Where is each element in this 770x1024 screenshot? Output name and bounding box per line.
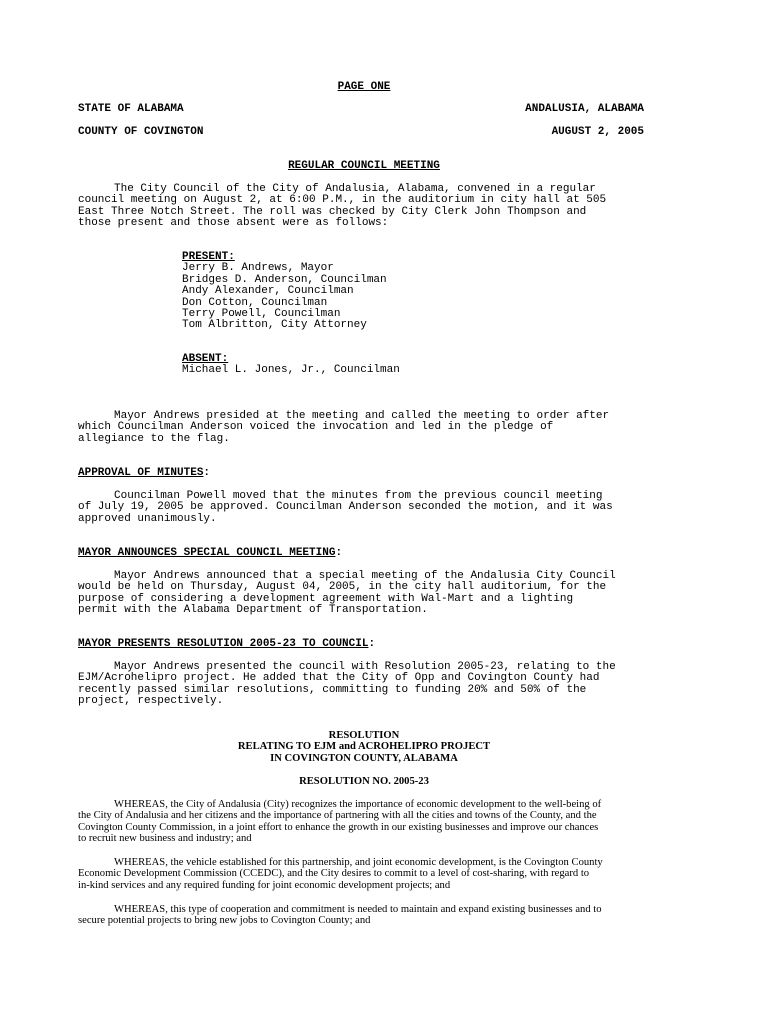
intro-line: East Three Notch Street. The roll was checked by City Clerk John Thompson and — [78, 205, 587, 218]
present-member: Terry Powell, Councilman — [182, 308, 341, 321]
section-body-resolution-presented — [78, 662, 616, 708]
section-heading-resolution-presented — [78, 639, 375, 650]
absent-list — [182, 354, 400, 377]
section-line: permit with the Alabama Department of Transportation. — [78, 604, 428, 617]
section-line: recently passed similar resolutions, committing to funding 20% and 50% of the — [78, 683, 587, 696]
presiding-line: allegiance to the flag. — [78, 432, 230, 445]
section-heading-suffix: : — [335, 547, 343, 559]
section-heading-text: MAYOR PRESENTS RESOLUTION 2005-23 TO COUNCIL — [78, 638, 369, 650]
resolution-title-line: IN COVINGTON COUNTY, ALABAMA — [270, 752, 458, 764]
section-line: Mayor Andrews presented the council with Resolution 2005-23, relating to the — [114, 661, 616, 673]
section-body-approval-of-minutes — [78, 491, 613, 525]
whereas-clause — [78, 799, 601, 844]
section-line: EJM/Acrohelipro project. He added that the City of Opp and Covington County had — [78, 672, 600, 685]
meeting-title: REGULAR COUNCIL MEETING — [288, 160, 440, 172]
section-line: Mayor Andrews announced that a special meeting of the Andalusia City Council — [114, 570, 616, 582]
present-member: Jerry B. Andrews, Mayor — [182, 262, 334, 275]
present-member: Don Cotton, Councilman — [182, 296, 328, 309]
whereas-line: to recruit new business and industry; and — [78, 832, 252, 844]
present-member: Tom Albritton, City Attorney — [182, 319, 367, 332]
whereas-line: Economic Development Commission (CCEDC), and the City desires to commit to a level of cost-sharing, with regard to — [78, 868, 590, 880]
presiding-line: which Councilman Anderson voiced the invocation and led in the pledge of — [78, 421, 554, 434]
resolution-title-line: RELATING TO EJM and ACROHELIPRO PROJECT — [237, 741, 491, 753]
intro-line: The City Council of the City of Andalusia, Alabama, convened in a regular — [114, 183, 596, 195]
present-list — [182, 252, 387, 332]
section-body-special-meeting — [78, 571, 616, 617]
section-heading-suffix: : — [203, 467, 211, 479]
intro-paragraph — [78, 184, 606, 230]
presiding-paragraph — [78, 411, 609, 445]
absent-member: Michael L. Jones, Jr., Councilman — [182, 364, 400, 377]
section-heading-approval-of-minutes — [78, 468, 210, 479]
resolution-title-line: RESOLUTION — [328, 730, 400, 741]
city-label: ANDALUSIA, ALABAMA — [525, 103, 644, 115]
present-member: Andy Alexander, Councilman — [182, 285, 354, 298]
resolution-title — [0, 730, 728, 764]
section-heading-text: APPROVAL OF MINUTES — [78, 467, 204, 479]
resolution-number: RESOLUTION NO. 2005-23 — [299, 776, 429, 787]
section-heading-special-meeting — [78, 548, 342, 559]
whereas-clause — [78, 857, 603, 891]
whereas-line: secure potential projects to bring new jobs to Covington County; and — [78, 915, 371, 927]
whereas-line: WHEREAS, the vehicle established for this partnership, and joint economic development, is the Covington County — [114, 857, 603, 868]
whereas-clause — [78, 904, 602, 927]
section-line: project, respectively. — [78, 695, 224, 708]
section-line: would be held on Thursday, August 04, 2005, in the city hall auditorium, for the — [78, 581, 607, 594]
absent-heading: ABSENT: — [182, 353, 229, 365]
state-label: STATE OF ALABAMA — [78, 103, 184, 115]
intro-line: council meeting on August 2, at 6:00 P.M., in the auditorium in city hall at 505 — [78, 194, 607, 207]
presiding-line: Mayor Andrews presided at the meeting and called the meeting to order after — [114, 410, 610, 422]
whereas-line: WHEREAS, the City of Andalusia (City) recognizes the importance of economic development to the well-being of — [114, 799, 602, 810]
intro-line: those present and those absent were as follows: — [78, 217, 389, 230]
section-heading-text: MAYOR ANNOUNCES SPECIAL COUNCIL MEETING — [78, 547, 336, 559]
date-label: AUGUST 2, 2005 — [551, 126, 644, 138]
present-member: Bridges D. Anderson, Councilman — [182, 273, 387, 286]
section-line: of July 19, 2005 be approved. Councilman Anderson seconded the motion, and it was — [78, 501, 613, 514]
county-label: COUNTY OF COVINGTON — [78, 126, 204, 138]
section-line: Councilman Powell moved that the minutes from the previous council meeting — [114, 490, 603, 502]
page-label: PAGE ONE — [337, 81, 391, 93]
section-line: purpose of considering a development agreement with Wal-Mart and a lighting — [78, 592, 574, 605]
whereas-line: the City of Andalusia and her citizens and the importance of partnering with all the cities and towns of the County, and the — [78, 810, 597, 822]
section-line: approved unanimously. — [78, 512, 217, 525]
whereas-line: WHEREAS, this type of cooperation and commitment is needed to maintain and expand existing businesses and to — [114, 904, 602, 915]
present-heading: PRESENT: — [182, 251, 235, 263]
section-heading-suffix: : — [368, 638, 376, 650]
whereas-line: Covington County Commission, in a joint effort to enhance the growth in our existing businesses and improve our chances — [78, 821, 599, 833]
whereas-line: in-kind services and any required funding for joint economic development projects; and — [78, 879, 451, 891]
